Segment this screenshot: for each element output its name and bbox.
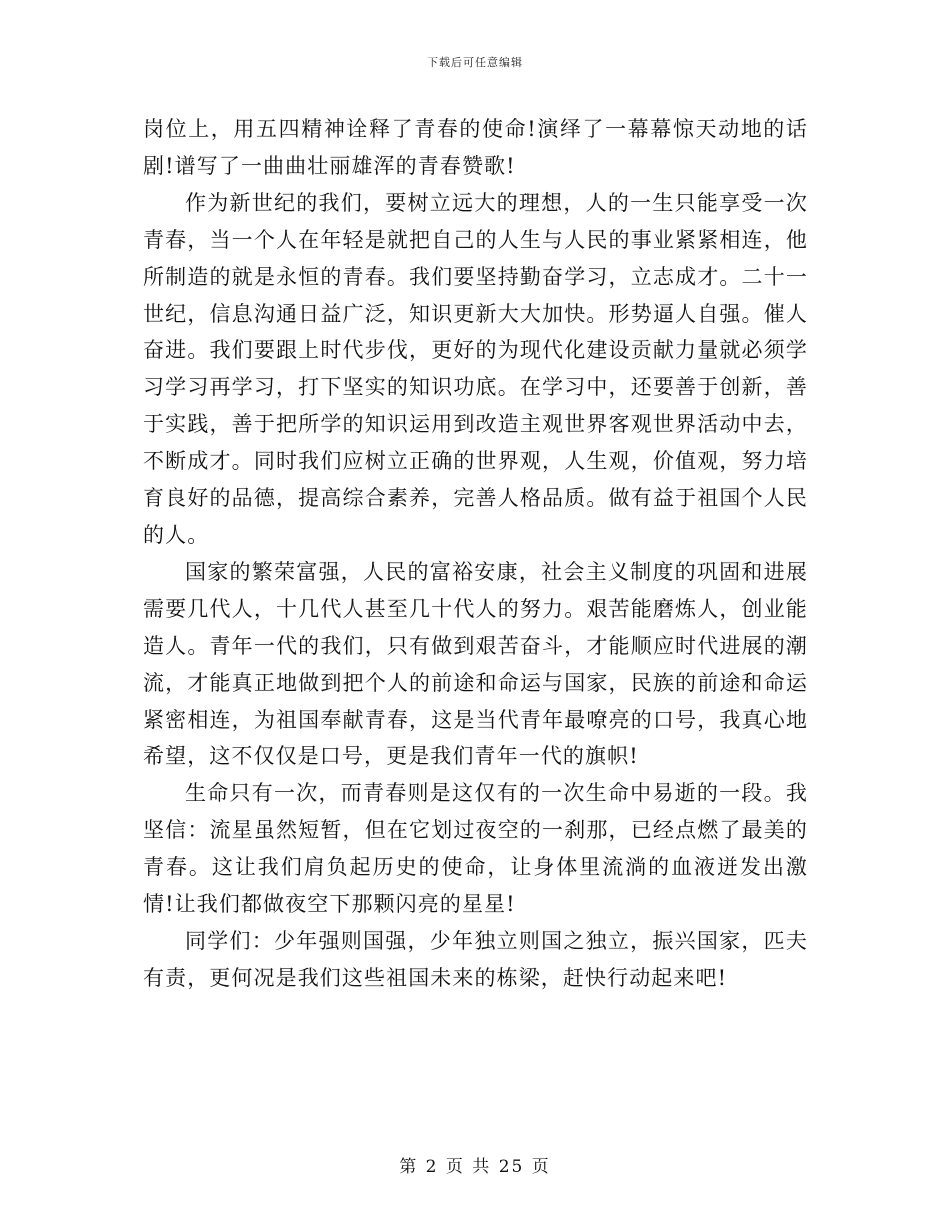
- page-number-footer: 第 2 页 共 25 页: [399, 1157, 551, 1177]
- paragraph-continuation: 岗位上，用五四精神诠释了青春的使命!演绎了一幕幕惊天动地的话剧!谱写了一曲曲壮丽雄浑的青春赞歌!: [143, 117, 808, 178]
- page-header: 下载后可任意编辑: [427, 56, 523, 69]
- paragraph-call-to-action: 同学们：少年强则国强，少年独立则国之独立，振兴国家，匹夫有责，更何况是我们这些祖国未来的栋梁，赶快行动起来吧!: [143, 928, 808, 990]
- paragraph-ideals: 作为新世纪的我们，要树立远大的理想，人的一生只能享受一次青春，当一个人在年轻是就把自己的人生与人民的事业紧紧相连，他所制造的就是永恒的青春。我们要坚持勤奋学习，立志成才。二十一世纪，信息沟通日益广泛，知识更新大大加快。形势逼人自强。催人奋进。我们要跟上时代步伐，更好的为现代化建设贡献力量就必须学习学习再学习，打下坚实的知识功底。在学习中，还要善于创新，善于实践，善于把所学的知识运用到改造主观世界客观世界活动中去，不断成才。同时我们应树立正确的世界观，人生观，价值观，努力培育良好的品德，提高综合素养，完善人格品质。做有益于祖国个人民的人。: [143, 190, 808, 547]
- paragraph-nation: 国家的繁荣富强，人民的富裕安康，社会主义制度的巩固和进展需要几代人，十几代人甚至几十代人的努力。艰苦能磨炼人，创业能造人。青年一代的我们，只有做到艰苦奋斗，才能顺应时代进展的潮流，才能真正地做到把个人的前途和命运与国家，民族的前途和命运紧密相连，为祖国奉献青春，这是当代青年最嘹亮的口号，我真心地希望，这不仅仅是口号，更是我们青年一代的旗帜!: [143, 559, 808, 769]
- paragraph-life: 生命只有一次，而青春则是这仅有的一次生命中易逝的一段。我坚信：流星虽然短暂，但在它划过夜空的一刹那，已经点燃了最美的青春。这让我们肩负起历史的使命，让身体里流淌的血液迸发出激情!让我们都做夜空下那颗闪亮的星星!: [143, 781, 808, 917]
- document-body: [143, 111, 808, 997]
